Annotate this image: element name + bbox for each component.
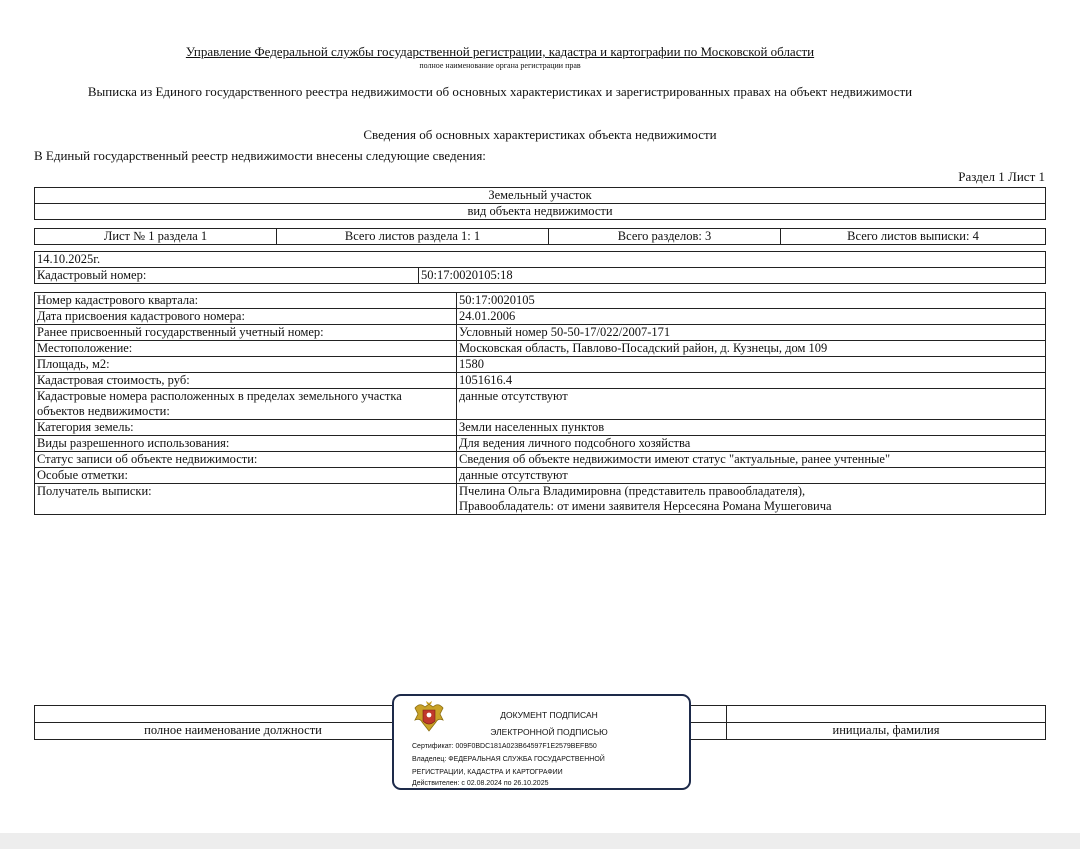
table-row: [35, 293, 1046, 309]
stamp-owner-line2: РЕГИСТРАЦИИ, КАДАСТРА И КАРТОГРАФИИ: [412, 769, 563, 776]
row-value: 1580: [457, 357, 1046, 373]
sheets-table: [34, 228, 1046, 245]
table-row: [35, 389, 1046, 420]
row-label: Дата присвоения кадастрового номера:: [35, 309, 457, 325]
row-value: данные отсутствуют: [457, 389, 1046, 420]
table-row: [35, 325, 1046, 341]
stamp-title-line1: ДОКУМЕНТ ПОДПИСАН: [500, 710, 598, 720]
sheets-in-section: Всего листов раздела 1: 1: [277, 229, 549, 245]
row-label: Местоположение:: [35, 341, 457, 357]
row-value: Сведения об объекте недвижимости имеют статус "актуальные, ранее учтенные": [457, 452, 1046, 468]
section-sheet-label: Раздел 1 Лист 1: [958, 169, 1045, 184]
object-type: Земельный участок: [35, 188, 1046, 204]
row-value: Пчелина Ольга Владимировна (представитель правообладателя), Правообладатель: от имени заявителя Нерсесяна Романа Мушеговича: [457, 484, 1046, 515]
electronic-signature-stamp: [392, 694, 691, 790]
row-value: 24.01.2006: [457, 309, 1046, 325]
stamp-certificate: Сертификат: 009F0BDC181A023B64597F1E2579BEFB50: [412, 743, 597, 750]
section-title: Сведения об основных характеристиках объекта недвижимости: [363, 127, 717, 142]
row-value: Для ведения личного подсобного хозяйства: [457, 436, 1046, 452]
intro-text: В Единый государственный реестр недвижимости внесены следующие сведения:: [34, 148, 486, 163]
row-value: 1051616.4: [457, 373, 1046, 389]
sheets-total: Всего листов выписки: 4: [781, 229, 1046, 245]
row-label: Особые отметки:: [35, 468, 457, 484]
cadastral-number-value: 50:17:0020105:18: [419, 268, 1046, 284]
position-caption: полное наименование должности: [35, 723, 432, 740]
row-value: 50:17:0020105: [457, 293, 1046, 309]
page-bottom-strip: [0, 833, 1080, 849]
stamp-title-line2: ЭЛЕКТРОННОЙ ПОДПИСЬЮ: [490, 727, 608, 737]
row-label: Площадь, м2:: [35, 357, 457, 373]
table-row: [35, 484, 1046, 515]
table-row: [35, 452, 1046, 468]
table-row: [35, 373, 1046, 389]
object-type-caption: вид объекта недвижимости: [35, 204, 1046, 220]
table-row: [35, 420, 1046, 436]
table-row: [35, 357, 1046, 373]
row-label: Получатель выписки:: [35, 484, 457, 515]
table-row: [35, 468, 1046, 484]
sections-total: Всего разделов: 3: [549, 229, 781, 245]
name-caption: инициалы, фамилия: [727, 723, 1046, 740]
row-label: Кадастровая стоимость, руб:: [35, 373, 457, 389]
table-row: [35, 309, 1046, 325]
row-label: Категория земель:: [35, 420, 457, 436]
row-label: Виды разрешенного использования:: [35, 436, 457, 452]
stamp-validity: Действителен: с 02.08.2024 по 26.10.2025: [412, 780, 549, 787]
extract-date: 14.10.2025г.: [35, 252, 1046, 268]
sheet-number: Лист № 1 раздела 1: [35, 229, 277, 245]
date-table: [34, 251, 1046, 284]
row-value: Московская область, Павлово-Посадский район, д. Кузнецы, дом 109: [457, 341, 1046, 357]
organization-name: Управление Федеральной службы государственной регистрации, кадастра и картографии по Московской области: [185, 44, 815, 59]
row-value: Земли населенных пунктов: [457, 420, 1046, 436]
stamp-owner-line1: Владелец: ФЕДЕРАЛЬНАЯ СЛУЖБА ГОСУДАРСТВЕННОЙ: [412, 756, 605, 763]
row-label: Статус записи об объекте недвижимости:: [35, 452, 457, 468]
table-row: [35, 436, 1046, 452]
row-value: Условный номер 50-50-17/022/2007-171: [457, 325, 1046, 341]
row-label: Номер кадастрового квартала:: [35, 293, 457, 309]
cadastral-number-label: Кадастровый номер:: [35, 268, 419, 284]
organization-caption: полное наименование органа регистрации прав: [419, 61, 581, 70]
characteristics-table: [34, 292, 1046, 515]
row-label: Кадастровые номера расположенных в пределах земельного участка объектов недвижимости:: [35, 389, 457, 420]
row-label: Ранее присвоенный государственный учетный номер:: [35, 325, 457, 341]
table-row: [35, 341, 1046, 357]
extract-title: Выписка из Единого государственного реестра недвижимости об основных характеристиках и зарегистрированных правах на объект недвижимости: [87, 84, 913, 99]
row-value: данные отсутствуют: [457, 468, 1046, 484]
object-type-table: [34, 187, 1046, 220]
